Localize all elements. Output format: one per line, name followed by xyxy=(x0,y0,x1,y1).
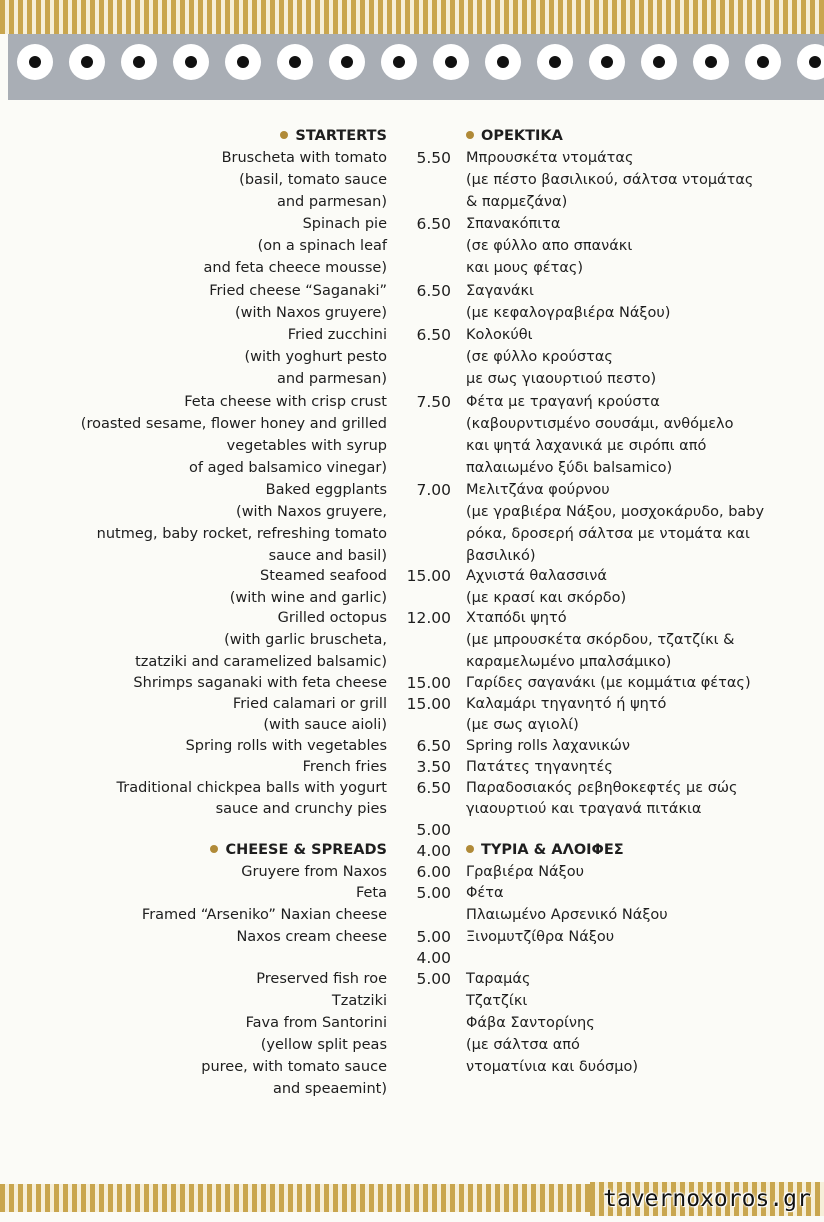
watermark: tavernoxoros.gr xyxy=(590,1182,824,1216)
menu-row xyxy=(0,990,824,1012)
item-price: 12.00 xyxy=(406,609,451,627)
menu-row xyxy=(0,302,824,324)
menu-row xyxy=(0,1078,824,1100)
menu-row xyxy=(0,257,824,279)
item-price: 4.00 xyxy=(416,842,451,860)
menu-row xyxy=(0,904,824,926)
item-name-en: and parmesan) xyxy=(276,194,387,210)
item-name-gr: Σαγανάκι xyxy=(466,283,534,299)
menu-row xyxy=(0,735,824,757)
item-name-gr: βασιλικό) xyxy=(466,548,536,564)
item-name-gr: Spring rolls λαχανικών xyxy=(466,738,631,754)
section-title-gr: ΤΥΡΙΑ & ΑΛΟΙΦΕΣ xyxy=(466,839,624,861)
item-price: 4.00 xyxy=(416,949,451,967)
decorative-dot xyxy=(745,44,781,80)
menu-row xyxy=(0,501,824,523)
menu-row xyxy=(0,413,824,435)
item-price: 7.50 xyxy=(416,393,451,411)
section-title-en: STARTERTS xyxy=(280,125,387,147)
item-name-en: French fries xyxy=(302,759,387,775)
menu-row xyxy=(0,607,824,629)
item-name-en: Framed “Arseniko” Naxian cheese xyxy=(141,907,387,923)
item-price: 6.50 xyxy=(416,779,451,797)
item-name-en: Shrimps saganaki with feta cheese xyxy=(133,675,387,691)
item-price: 3.50 xyxy=(416,758,451,776)
item-name-gr: ντοματίνια και δυόσμο) xyxy=(466,1059,638,1075)
menu-row xyxy=(0,479,824,501)
item-name-en: Spring rolls with vegetables xyxy=(185,738,387,754)
item-name-en: Naxos cream cheese xyxy=(236,929,387,945)
decorative-dot xyxy=(225,44,261,80)
item-name-gr: (με σως αγιολί) xyxy=(466,717,579,733)
item-price: 6.50 xyxy=(416,326,451,344)
item-name-gr: (με γραβιέρα Νάξου, μοσχοκάρυδο, baby xyxy=(466,504,765,520)
item-name-en: nutmeg, baby rocket, refreshing tomato xyxy=(96,526,387,542)
section-title-gr: ΟΡΕΚΤΙΚΑ xyxy=(466,125,563,147)
item-name-gr: Κολοκύθι xyxy=(466,327,533,343)
menu-row xyxy=(0,391,824,413)
menu-row xyxy=(0,587,824,609)
menu-row xyxy=(0,714,824,736)
menu-row xyxy=(0,926,824,948)
item-name-en: and feta cheece mousse) xyxy=(203,260,387,276)
item-name-en: Gruyere from Naxos xyxy=(241,864,387,880)
item-name-gr: (με μπρουσκέτα σκόρδου, τζατζίκι & xyxy=(466,632,735,648)
item-name-en: and speaemint) xyxy=(272,1081,387,1097)
item-price: 5.00 xyxy=(416,928,451,946)
decorative-dot xyxy=(433,44,469,80)
section-heading-starters xyxy=(0,125,824,147)
item-name-en: (roasted sesame, flower honey and grilled xyxy=(80,416,387,432)
menu-row xyxy=(0,191,824,213)
item-name-gr: Μπρουσκέτα ντομάτας xyxy=(466,150,634,166)
item-price: 15.00 xyxy=(406,674,451,692)
item-name-gr: Παραδοσιακός ρεβηθοκεφτές με σώς xyxy=(466,780,738,796)
item-name-en: (with garlic bruscheta, xyxy=(224,632,387,648)
menu-row xyxy=(0,324,824,346)
section-title-en: CHEESE & SPREADS xyxy=(210,839,387,861)
menu-row xyxy=(0,457,824,479)
item-name-en: (with Naxos gruyere) xyxy=(234,305,387,321)
item-name-gr: (με κεφαλογραβιέρα Νάξου) xyxy=(466,305,671,321)
item-name-en: (with Naxos gruyere, xyxy=(236,504,387,520)
menu-row xyxy=(0,693,824,715)
item-name-en: Spinach pie xyxy=(302,216,387,232)
menu-row xyxy=(0,346,824,368)
menu-row xyxy=(0,840,824,862)
menu-row xyxy=(0,861,824,883)
decorative-dot xyxy=(485,44,521,80)
bullet-icon xyxy=(466,131,474,139)
decorative-dot xyxy=(277,44,313,80)
item-name-en: sauce and basil) xyxy=(268,548,387,564)
menu-row xyxy=(0,777,824,799)
item-price: 6.50 xyxy=(416,282,451,300)
item-name-gr: Πατάτες τηγανητές xyxy=(466,759,613,775)
decorative-dot xyxy=(173,44,209,80)
item-name-en: Feta xyxy=(355,885,387,901)
item-name-gr: (με σάλτσα από xyxy=(466,1037,580,1053)
item-name-en: Fried calamari or grill xyxy=(232,696,387,712)
item-name-en: Tzatziki xyxy=(331,993,387,1009)
item-price: 5.00 xyxy=(416,884,451,902)
item-name-gr: Ταραμάς xyxy=(466,971,531,987)
item-name-en: (with wine and garlic) xyxy=(229,590,387,606)
bullet-icon xyxy=(280,131,288,139)
item-name-gr: ρόκα, δροσερή σάλτσα με ντομάτα και xyxy=(466,526,750,542)
decorative-dot xyxy=(537,44,573,80)
item-price: 7.00 xyxy=(416,481,451,499)
item-name-gr: Αχνιστά θαλασσινά xyxy=(466,568,607,584)
item-price: 6.50 xyxy=(416,737,451,755)
item-name-gr: Μελιτζάνα φούρνου xyxy=(466,482,610,498)
item-name-en: tzatziki and caramelized balsamic) xyxy=(135,654,387,670)
decorative-dot xyxy=(329,44,365,80)
item-name-gr: (σε φύλλο απο σπανάκι xyxy=(466,238,633,254)
item-name-gr: Φέτα xyxy=(466,885,504,901)
item-name-gr: με σως γιαουρτιού πεστο) xyxy=(466,371,657,387)
item-name-gr: παλαιωμένο ξύδι balsamico) xyxy=(466,460,673,476)
item-name-gr: (σε φύλλο κρούστας xyxy=(466,349,613,365)
item-name-gr: Γραβιέρα Νάξου xyxy=(466,864,584,880)
item-name-gr: και ψητά λαχανικά με σιρόπι από xyxy=(466,438,707,454)
decorative-dot xyxy=(381,44,417,80)
bottom-stripe-border xyxy=(0,1184,590,1212)
item-name-en: Baked eggplants xyxy=(265,482,387,498)
item-name-gr: (με κρασί και σκόρδο) xyxy=(466,590,627,606)
menu-row xyxy=(0,235,824,257)
item-name-en: sauce and crunchy pies xyxy=(215,801,387,817)
menu-row xyxy=(0,147,824,169)
menu-row xyxy=(0,672,824,694)
menu-row xyxy=(0,1012,824,1034)
item-name-gr: Σπανακόπιτα xyxy=(466,216,561,232)
item-name-gr: Φέτα με τραγανή κρούστα xyxy=(466,394,660,410)
menu-row xyxy=(0,1034,824,1056)
menu-row xyxy=(0,280,824,302)
menu-row xyxy=(0,213,824,235)
item-name-en: (yellow split peas xyxy=(260,1037,387,1053)
item-name-gr: καραμελωμένο μπαλσάμικο) xyxy=(466,654,672,670)
item-name-en: vegetables with syrup xyxy=(226,438,387,454)
decorative-dot xyxy=(69,44,105,80)
item-name-en: puree, with tomato sauce xyxy=(201,1059,387,1075)
item-name-en: Preserved fish roe xyxy=(256,971,387,987)
decorative-dot xyxy=(121,44,157,80)
menu-row xyxy=(0,882,824,904)
item-name-gr: γιαουρτιού και τραγανά πιτάκια xyxy=(466,801,702,817)
menu-row xyxy=(0,651,824,673)
menu-row xyxy=(0,545,824,567)
item-name-gr: Πλαιωμένο Αρσενικό Νάξου xyxy=(466,907,668,923)
item-name-gr: Χταπόδι ψητό xyxy=(466,610,567,626)
menu-row xyxy=(0,523,824,545)
menu-row xyxy=(0,968,824,990)
top-stripe-border xyxy=(0,0,824,34)
item-name-en: (with sauce aioli) xyxy=(263,717,387,733)
item-price: 5.50 xyxy=(416,149,451,167)
menu-row xyxy=(0,1056,824,1078)
item-name-en: Fried cheese “Saganaki” xyxy=(209,283,387,299)
item-name-en: and parmesan) xyxy=(276,371,387,387)
item-name-gr: Καλαμάρι τηγανητό ή ψητό xyxy=(466,696,667,712)
item-name-en: (with yoghurt pesto xyxy=(244,349,387,365)
menu-row xyxy=(0,368,824,390)
item-name-gr: και μους φέτας) xyxy=(466,260,584,276)
item-price: 6.50 xyxy=(416,215,451,233)
decorative-dot xyxy=(17,44,53,80)
item-name-en: Traditional chickpea balls with yogurt xyxy=(116,780,387,796)
dots-band xyxy=(8,34,824,100)
menu-row xyxy=(0,947,824,969)
item-name-gr: Τζατζίκι xyxy=(466,993,528,1009)
menu-row xyxy=(0,629,824,651)
item-price: 15.00 xyxy=(406,567,451,585)
item-name-en: (on a spinach leaf xyxy=(257,238,387,254)
item-name-gr: Φάβα Σαντορίνης xyxy=(466,1015,595,1031)
item-name-en: Fava from Santorini xyxy=(245,1015,387,1031)
menu-row xyxy=(0,819,824,841)
menu-row xyxy=(0,798,824,820)
item-price: 6.00 xyxy=(416,863,451,881)
item-name-en: of aged balsamico vinegar) xyxy=(188,460,387,476)
item-name-en: Bruscheta with tomato xyxy=(221,150,387,166)
item-price: 15.00 xyxy=(406,695,451,713)
item-name-gr: (με πέστο βασιλικού, σάλτσα ντομάτας xyxy=(466,172,754,188)
item-name-en: Fried zucchini xyxy=(287,327,387,343)
item-price: 5.00 xyxy=(416,970,451,988)
menu-row xyxy=(0,169,824,191)
item-name-gr: Ξινομυτζίθρα Νάξου xyxy=(466,929,615,945)
decorative-dot xyxy=(797,44,824,80)
item-name-gr: (καβουρντισμένο σουσάμι, ανθόμελο xyxy=(466,416,734,432)
item-name-en: Grilled octopus xyxy=(277,610,387,626)
menu-row xyxy=(0,756,824,778)
item-name-en: Feta cheese with crisp crust xyxy=(184,394,387,410)
decorative-dot xyxy=(589,44,625,80)
item-price: 5.00 xyxy=(416,821,451,839)
item-name-gr: & παρμεζάνα) xyxy=(466,194,568,210)
menu-row xyxy=(0,565,824,587)
decorative-dot xyxy=(693,44,729,80)
item-name-en: (basil, tomato sauce xyxy=(239,172,387,188)
decorative-dot xyxy=(641,44,677,80)
menu-row xyxy=(0,435,824,457)
item-name-gr: Γαρίδες σαγανάκι (με κομμάτια φέτας) xyxy=(466,675,751,691)
item-name-en: Steamed seafood xyxy=(260,568,387,584)
